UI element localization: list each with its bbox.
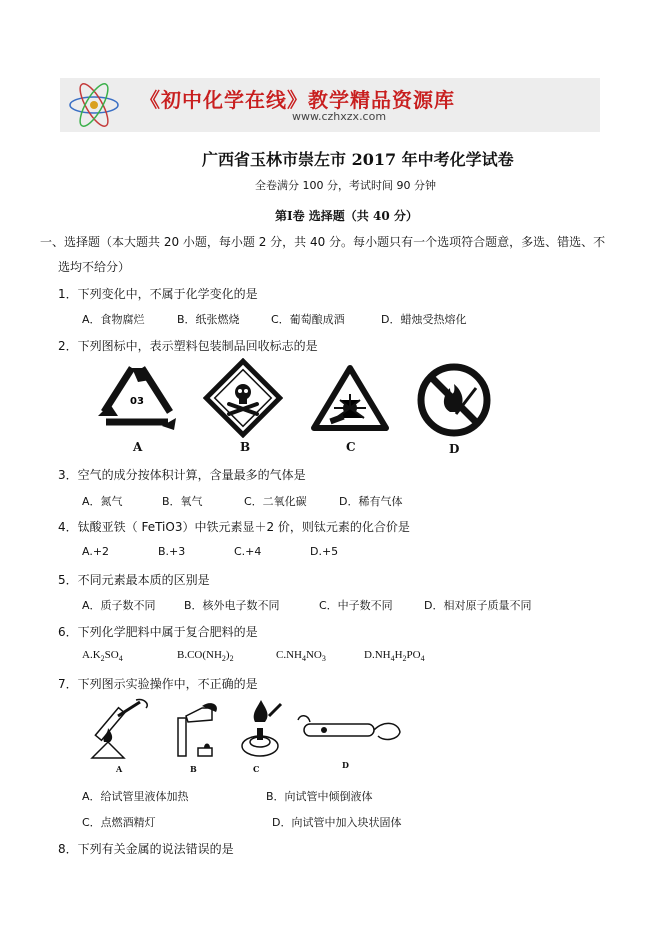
question-6-option-a: $A.K_2SO_4$ bbox=[82, 649, 123, 664]
question-2-label-b: B bbox=[240, 440, 251, 454]
question-7-label-c: C bbox=[253, 764, 260, 774]
question-1-option-c: C．葡萄酿成酒 bbox=[271, 313, 345, 326]
question-6-option-c: $C.NH_4NO_3$ bbox=[276, 649, 326, 664]
question-7-option-b: B．向试管中倾倒液体 bbox=[266, 790, 373, 803]
pouring-liquid-figure bbox=[172, 700, 228, 760]
question-7-label-a: A bbox=[116, 764, 123, 774]
question-2-label-a: A bbox=[133, 440, 143, 454]
heating-test-tube-figure bbox=[84, 698, 154, 760]
exam-subtitle: 全卷满分 100 分，考试时间 90 分钟 bbox=[255, 179, 436, 192]
question-5-option-c: C．中子数不同 bbox=[319, 599, 393, 612]
question-4-option-d: D.+5 bbox=[310, 545, 339, 558]
question-5-option-b: B．核外电子数不同 bbox=[184, 599, 280, 612]
lighting-alcohol-lamp-figure bbox=[235, 698, 285, 760]
question-6-stem: 6．下列化学肥料中属于复合肥料的是 bbox=[58, 625, 258, 639]
question-4-option-b: B.+3 bbox=[158, 545, 186, 558]
section-title: 第I卷 选择题（共 40 分） bbox=[275, 209, 418, 223]
question-2-label-c: C bbox=[346, 440, 356, 454]
atom-logo-icon bbox=[64, 82, 124, 128]
question-4-option-c: C.+4 bbox=[234, 545, 262, 558]
question-4-stem: 4．钛酸亚铁（ FeTiO3）中铁元素显＋2 价，则钛元素的化合价是 bbox=[58, 520, 410, 534]
banner-url: www.czhxzx.com bbox=[292, 110, 387, 123]
explosive-warning-icon bbox=[310, 362, 390, 434]
question-7-option-d: D．向试管中加入块状固体 bbox=[272, 816, 402, 829]
question-3-stem: 3．空气的成分按体积计算，含量最多的气体是 bbox=[58, 468, 306, 482]
question-3-option-b: B．氧气 bbox=[162, 495, 203, 508]
question-5-stem: 5．不同元素最本质的区别是 bbox=[58, 573, 210, 587]
question-3-option-d: D．稀有气体 bbox=[339, 495, 403, 508]
exam-title: 广西省玉林市崇左市 2017 年中考化学试卷 bbox=[202, 150, 514, 169]
question-3-option-a: A．氮气 bbox=[82, 495, 123, 508]
question-2-stem: 2．下列图标中，表示塑料包装制品回收标志的是 bbox=[58, 339, 318, 353]
question-5-option-d: D．相对原子质量不同 bbox=[424, 599, 532, 612]
question-4-option-a: A.+2 bbox=[82, 545, 110, 558]
question-7-option-c: C．点燃酒精灯 bbox=[82, 816, 156, 829]
question-6-option-d: $D.NH_4H_2PO_4$ bbox=[364, 649, 425, 664]
question-6-option-b: $B.CO(NH_2)_2$ bbox=[177, 649, 234, 664]
instructions-line-2: 选均不给分） bbox=[58, 260, 131, 274]
question-1-option-d: D．蜡烛受热熔化 bbox=[381, 313, 467, 326]
banner-title: 《初中化学在线》教学精品资源库 bbox=[140, 88, 455, 112]
question-7-label-b: B bbox=[190, 764, 197, 774]
instructions-line-1: 一、选择题（本大题共 20 小题，每小题 2 分，共 40 分。每小题只有一个选项符合题意，多选、错选、不 bbox=[40, 235, 606, 249]
question-2-label-d: D bbox=[449, 442, 460, 456]
question-1-option-a: A．食物腐烂 bbox=[82, 313, 145, 326]
question-7-stem: 7．下列图示实验操作中，不正确的是 bbox=[58, 677, 258, 691]
question-7-option-a: A．给试管里液体加热 bbox=[82, 790, 189, 803]
toxic-hazard-icon bbox=[203, 358, 283, 438]
svg-text:03: 03 bbox=[130, 396, 144, 407]
question-8-stem: 8．下列有关金属的说法错误的是 bbox=[58, 842, 234, 856]
question-1-option-b: B．纸张燃烧 bbox=[177, 313, 240, 326]
question-1-stem: 1．下列变化中，不属于化学变化的是 bbox=[58, 287, 258, 301]
question-3-option-c: C．二氧化碳 bbox=[244, 495, 307, 508]
question-5-option-a: A．质子数不同 bbox=[82, 599, 156, 612]
adding-solid-figure bbox=[294, 710, 404, 750]
recycle-icon bbox=[92, 360, 182, 432]
question-7-label-d: D bbox=[342, 760, 349, 770]
no-fire-icon bbox=[414, 360, 494, 440]
